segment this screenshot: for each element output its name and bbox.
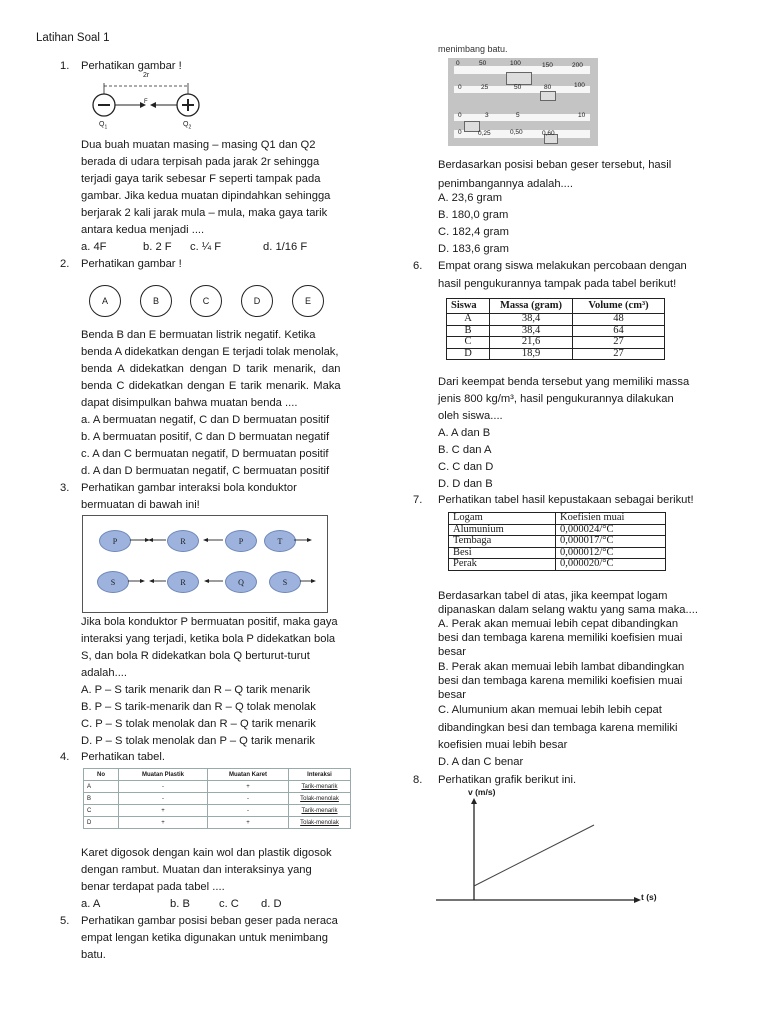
table-cell: B — [84, 793, 119, 805]
q7-optb-0: B. Perak akan memuai lebih lambat dibandingkan — [438, 661, 685, 673]
q5-cut-text — [438, 44, 508, 58]
table-cell: 64 — [573, 325, 665, 337]
q6-table — [446, 298, 665, 360]
q6-prompt-0: Empat orang siswa melakukan percobaan dengan — [438, 260, 687, 272]
ball-p: P — [99, 530, 131, 552]
q8-xlabel: t (s) — [641, 892, 657, 902]
table-cell: 27 — [573, 348, 665, 360]
table-cell: 38,4 — [490, 325, 573, 337]
q4-line-2: benar terdapat pada tabel .... — [81, 881, 225, 893]
table-cell: 0,000012/°C — [556, 547, 666, 559]
q2-option-a: a. A bermuatan negatif, C dan D bermuatan positif — [81, 414, 330, 426]
scale1-50: 50 — [479, 60, 487, 67]
interaction-arrows — [83, 516, 327, 612]
scale4-050: 0,50 — [510, 129, 523, 136]
table-cell: B — [447, 325, 490, 337]
ball-s: S — [97, 571, 129, 593]
q1-prompt: Perhatikan gambar ! — [81, 60, 182, 72]
circle-b: B — [140, 285, 172, 317]
table-row — [449, 524, 666, 536]
q3-option-a: A. P – S tarik menarik dan R – Q tarik menarik — [81, 684, 311, 696]
q7-optc-0: C. Alumunium akan memuai lebih lebih cepat — [438, 704, 662, 716]
q3-option-d: D. P – S tolak menolak dan P – Q tarik menarik — [81, 735, 316, 747]
q5-line2-0: Berdasarkan posisi beban geser tersebut, hasil — [438, 159, 672, 171]
q1-charge-sub: 1 — [104, 124, 108, 131]
q1-line-3: gambar. Jika kedua muatan dipindahkan sehingga — [81, 190, 331, 202]
table-cell: 27 — [573, 337, 665, 349]
q6-option-b: B. C dan A — [438, 444, 492, 456]
q4-line-1: dengan rambut. Muatan dan interaksinya yang — [81, 864, 312, 876]
q6-line-1: jenis 800 kg/m³, hasil pengukurannya dilakukan — [438, 393, 674, 405]
table-row — [84, 805, 351, 817]
q2-option-b: b. A bermuatan positif, C dan D bermuatan negatif — [81, 431, 330, 443]
q5-option-c: C. 182,4 gram — [438, 226, 509, 238]
scale1-100: 100 — [510, 60, 521, 67]
q7-optb-1: besi dan tembaga karena memiliki koefisien muai — [438, 675, 683, 687]
scale2-25: 25 — [481, 84, 489, 91]
scale3-5: 5 — [516, 112, 520, 119]
scale1-0: 0 — [456, 60, 460, 67]
ball-r: R — [167, 530, 199, 552]
table-cell: C — [84, 805, 119, 817]
ball-t: T — [264, 530, 296, 552]
scale3-10: 10 — [578, 112, 586, 119]
ball-q: Q — [225, 571, 257, 593]
q4-option-d: d. D — [261, 898, 282, 910]
table-row — [447, 325, 665, 337]
scale4-0: 0 — [458, 129, 462, 136]
q7-opta-0: A. Perak akan memuai lebih cepat dibandingkan — [438, 618, 679, 630]
charge-diagram — [88, 74, 218, 134]
q2-charge-sub: 2 — [188, 124, 192, 131]
scale1-150: 150 — [542, 62, 553, 69]
q4-line-0: Karet digosok dengan kain wol dan plastik digosok — [81, 847, 332, 859]
table-cell: 48 — [573, 314, 665, 326]
table-cell: + — [208, 817, 289, 829]
ball-s2: S — [269, 571, 301, 593]
q7-optc-1: dibandingkan besi dan tembaga karena memiliki — [438, 722, 678, 734]
q1-charge-label: Q — [99, 121, 105, 128]
table-cell: D — [84, 817, 119, 829]
q1-figure — [88, 74, 218, 134]
col-header: Koefisien muai — [556, 513, 666, 525]
ball-p2: P — [225, 530, 257, 552]
scale1-200: 200 — [572, 62, 583, 69]
q7-table — [448, 512, 666, 571]
q8-ylabel: v (m/s) — [468, 787, 496, 797]
table-cell: 0,000024/°C — [556, 524, 666, 536]
table-cell: Tarik-menarik — [289, 805, 351, 817]
table-cell: A — [84, 781, 119, 793]
col-header: Logam — [449, 513, 556, 525]
q7-opta-1: besi dan tembaga karena memiliki koefisien muai — [438, 632, 683, 644]
table-header-row — [449, 513, 666, 525]
table-header-row — [84, 769, 351, 781]
q3-option-b: B. P – S tarik-menarik dan R – Q tolak menolak — [81, 701, 316, 713]
q3-line-2: S, dan bola R didekatkan bola Q berturut-turut — [81, 650, 310, 662]
q7-number: 7. — [413, 494, 423, 506]
q1-option-d: d. 1/16 F — [263, 241, 308, 253]
q4-option-b: b. B — [170, 898, 190, 910]
q1-line-1: berada di udara terpisah pada jarak 2r sehingga — [81, 156, 320, 168]
q7-optd: D. A dan C benar — [438, 756, 524, 768]
table-row — [447, 337, 665, 349]
table-cell: - — [119, 781, 208, 793]
circle-c: C — [190, 285, 222, 317]
table-cell: Tarik-menarik — [289, 781, 351, 793]
circle-a: A — [89, 285, 121, 317]
table-cell: 38,4 — [490, 314, 573, 326]
col-header: Muatan Plastik — [119, 769, 208, 781]
table-cell: Tolak-menolak — [289, 817, 351, 829]
q1-number: 1. — [60, 60, 70, 72]
q1-line-0: Dua buah muatan masing – masing Q1 dan Q2 — [81, 139, 316, 151]
q5-line-1: empat lengan ketika digunakan untuk menimbang — [81, 932, 328, 944]
table-cell: - — [208, 805, 289, 817]
q7-optc-2: koefisien muai lebih besar — [438, 739, 568, 751]
q5-option-b: B. 180,0 gram — [438, 209, 509, 221]
q6-option-c: C. C dan D — [438, 461, 494, 473]
q5-cut-label: menimbang batu. — [438, 44, 508, 54]
scale3-3: 3 — [485, 112, 489, 119]
table-row — [447, 314, 665, 326]
q2-option-c: c. A dan C bermuatan negatif, D bermuatan positif — [81, 448, 329, 460]
table-cell: Perak — [449, 559, 556, 571]
table-row — [84, 781, 351, 793]
q7-prompt: Perhatikan tabel hasil kepustakaan sebagai berikut! — [438, 494, 694, 506]
q1-line-5: antara kedua menjadi .... — [81, 224, 205, 236]
col-header: Interaksi — [289, 769, 351, 781]
q3-option-c: C. P – S tolak menolak dan R – Q tarik menarik — [81, 718, 316, 730]
q2-charge-label: Q — [183, 121, 189, 128]
q2-line-4: dapat disimpulkan bahwa muatan benda .... — [81, 397, 298, 409]
q2-line-0: Benda B dan E bermuatan listrik negatif. Ketika — [81, 329, 316, 341]
table-cell: + — [119, 805, 208, 817]
q3-prompt-0: Perhatikan gambar interaksi bola konduktor — [81, 482, 297, 494]
q5-line-2: batu. — [81, 949, 106, 961]
table-row — [84, 817, 351, 829]
q5-option-d: D. 183,6 gram — [438, 243, 509, 255]
rider-weight — [540, 91, 556, 101]
circle-e: E — [292, 285, 324, 317]
table-cell: 18,9 — [490, 348, 573, 360]
table-cell: + — [208, 781, 289, 793]
q7-optb-2: besar — [438, 689, 466, 701]
q2-line-1: benda A didekatkan dengan E terjadi tolak menolak, — [81, 346, 339, 358]
q6-line-2: oleh siswa.... — [438, 410, 503, 422]
table-row — [449, 547, 666, 559]
q5-line-0: Perhatikan gambar posisi beban geser pada neraca — [81, 915, 338, 927]
q4-table — [83, 768, 351, 829]
table-header-row — [447, 299, 665, 314]
q3-prompt-1: bermuatan di bawah ini! — [81, 499, 200, 511]
scale2-100: 100 — [574, 82, 585, 89]
table-cell: - — [119, 793, 208, 805]
table-cell: Tembaga — [449, 536, 556, 548]
q6-option-d: D. D dan B — [438, 478, 493, 490]
table-cell: 0,000020/°C — [556, 559, 666, 571]
q3-number: 3. — [60, 482, 70, 494]
q3-line-0: Jika bola konduktor P bermuatan positif, maka gaya — [81, 616, 338, 628]
table-cell: Alumunium — [449, 524, 556, 536]
scale2-50: 50 — [514, 84, 522, 91]
col-header: Muatan Karet — [208, 769, 289, 781]
table-cell: Besi — [449, 547, 556, 559]
q1-option-b: b. 2 F — [143, 241, 172, 253]
table-row — [449, 536, 666, 548]
table-cell: + — [119, 817, 208, 829]
force-label: F — [144, 99, 148, 105]
q6-prompt-1: hasil pengukurannya tampak pada tabel berikut! — [438, 278, 677, 290]
q2-number: 2. — [60, 258, 70, 270]
col-header: Volume (cm³) — [573, 299, 665, 314]
q2-line-2: benda A didekatkan dengan D tarik menarik, dan — [81, 363, 341, 375]
table-cell: Tolak-menolak — [289, 793, 351, 805]
table-row — [449, 559, 666, 571]
q5-option-a: A. 23,6 gram — [438, 192, 503, 204]
q8-prompt: Perhatikan grafik berikut ini. — [438, 774, 577, 786]
ball-r2: R — [167, 571, 199, 593]
q8-number: 8. — [413, 774, 423, 786]
q6-number: 6. — [413, 260, 423, 272]
table-cell: 21,6 — [490, 337, 573, 349]
q3-line-1: interaksi yang terjadi, ketika bola P didekatkan bola — [81, 633, 336, 645]
q2-prompt: Perhatikan gambar ! — [81, 258, 182, 270]
q6-option-a: A. A dan B — [438, 427, 491, 439]
page-title: Latihan Soal 1 — [36, 32, 110, 44]
x-axis-arrow-icon — [634, 897, 641, 903]
balance-figure — [448, 58, 598, 146]
q4-option-a: a. A — [81, 898, 101, 910]
distance-label: 2r — [143, 72, 150, 79]
q1-line-4: berjarak 2 kali jarak mula – mula, maka gaya tarik — [81, 207, 328, 219]
y-axis-arrow-icon — [471, 798, 477, 804]
q4-prompt: Perhatikan tabel. — [81, 751, 165, 763]
q4-number: 4. — [60, 751, 70, 763]
circle-d: D — [241, 285, 273, 317]
q3-line-3: adalah.... — [81, 667, 128, 679]
col-header: No — [84, 769, 119, 781]
q1-option-a: a. 4F — [81, 241, 107, 253]
q5-line2-1: penimbangannya adalah.... — [438, 178, 573, 190]
q1-line-2: terjadi gaya tarik sebesar F seperti tampak pada — [81, 173, 321, 185]
scale4-060: 0,60 — [542, 130, 555, 137]
velocity-line — [474, 825, 594, 886]
q8-graph — [436, 798, 641, 910]
scale4-025: 0,25 — [478, 130, 491, 137]
table-row — [84, 793, 351, 805]
table-cell: - — [208, 793, 289, 805]
table-cell: 0,000017/°C — [556, 536, 666, 548]
col-header: Siswa — [447, 299, 490, 314]
table-cell: D — [447, 348, 490, 360]
table-row — [447, 348, 665, 360]
q5-number: 5. — [60, 915, 70, 927]
scale3-0: 0 — [458, 112, 462, 119]
table-cell: C — [447, 337, 490, 349]
q7-line-1: dipanaskan dalam selang waktu yang sama maka.... — [438, 604, 698, 616]
col-header: Massa (gram) — [490, 299, 573, 314]
q3-figure — [82, 515, 328, 613]
q2-line-3: benda C didekatkan dengan E tarik menarik. Maka — [81, 380, 341, 392]
scale2-80: 80 — [544, 84, 552, 91]
q6-line-0: Dari keempat benda tersebut yang memiliki massa — [438, 376, 690, 388]
scale2-0: 0 — [458, 84, 462, 91]
q7-opta-2: besar — [438, 646, 466, 658]
q7-line-0: Berdasarkan tabel di atas, jika keempat logam — [438, 590, 668, 602]
q2-option-d: d. A dan D bermuatan negatif, C bermuatan positif — [81, 465, 330, 477]
q1-option-c: c. ¼ F — [190, 241, 222, 253]
table-cell: A — [447, 314, 490, 326]
q4-option-c: c. C — [219, 898, 239, 910]
